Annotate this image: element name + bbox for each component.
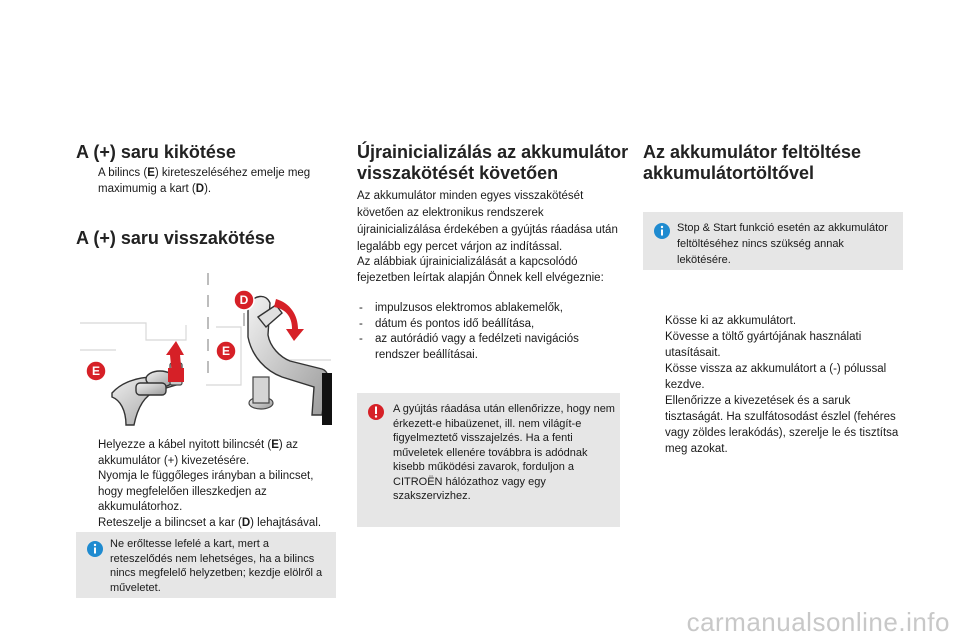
charge-instructions xyxy=(643,313,905,457)
svg-text:D: D xyxy=(239,293,249,307)
list-item: Kösse ki az akkumulátort. xyxy=(665,315,797,327)
terminal-post xyxy=(170,363,273,409)
press-arrow xyxy=(274,299,304,341)
callout-d xyxy=(234,290,254,310)
red-lever xyxy=(168,368,184,382)
info-note-text: Stop & Start funkció esetén az akkumulátor feltöltéséhez nincs szükség annak lekötésére. xyxy=(677,222,888,266)
info-icon xyxy=(653,222,671,240)
list-item: Kösse vissza az akkumulátort a (-) pólussal kezdve. xyxy=(665,363,887,391)
list-item: Kövesse a töltő gyártójának használati utasításait. xyxy=(665,331,862,359)
reconnect-instructions xyxy=(76,438,338,531)
heading-reinit-line1: Újrainicializálás az akkumulátor xyxy=(357,142,629,162)
reinit-paragraph: Az akkumulátor minden egyes visszakötését követően az elektronikus rendszerek újrainicializálása érdekében a gyújtás ráadása után legalább egy percet várjon az indítással. xyxy=(357,190,618,253)
battery-clamp-diagram xyxy=(76,265,338,433)
warning-note xyxy=(357,393,620,527)
heading-charge-line2: akkumulátortöltővel xyxy=(643,163,815,183)
list-item: Reteszelje a bilincset a kar (D) lehajtásával. xyxy=(98,516,322,529)
heading-charge-line1: Az akkumulátor feltöltése xyxy=(643,142,862,162)
info-note-stopstart xyxy=(643,212,903,270)
list-item: Nyomja le függőleges irányban a bilincset, hogy megfelelően illeszkedjen az akkumulátorhoz. xyxy=(98,470,314,513)
list-item: Ellenőrizze a kivezetések és a saruk tisztaságát. Ha szulfátosodást észlel (fehéres vagy zöldes lerakódás), szerelje le és tisztítsa meg azokat. xyxy=(665,395,899,455)
heading-reconnect: A (+) saru visszakötése xyxy=(76,228,275,248)
callout-e-right xyxy=(216,341,236,361)
warning-icon xyxy=(367,403,385,421)
info-icon xyxy=(86,540,104,558)
cable xyxy=(322,373,332,425)
left-clamp xyxy=(112,371,176,425)
reinit-list xyxy=(357,301,619,363)
heading-reinit-line2: visszakötését követően xyxy=(357,163,559,183)
heading-connect: A (+) saru kikötése xyxy=(76,142,236,162)
list-item: Helyezze a kábel nyitott bilincsét (E) az akkumulátor (+) kivezetésére. xyxy=(98,439,299,467)
info-note-clamp xyxy=(76,532,336,598)
list-item: - az autórádió vagy a fedélzeti navigációs rendszer beállításai. xyxy=(359,333,579,361)
list-item: A bilincs (E) kireteszeléséhez emelje meg maximumig a kart (D). xyxy=(98,167,311,195)
connect-instructions xyxy=(76,166,334,197)
list-item: - dátum és pontos idő beállítása, xyxy=(359,317,535,330)
watermark: carmanualsonline.info xyxy=(686,607,950,637)
reinit-paragraph-2: Az alábbiak újrainicializálását a kapcsolódó fejezetben leírtak alapján Önnek kell elvégeznie: xyxy=(357,256,604,284)
info-note-text: Ne erőltesse lefelé a kart, mert a reteszelődés nem lehetséges, ha a bilincs nincs megfelelő helyzetben; kezdje elölről a műveletet. xyxy=(110,538,323,594)
callout-e-left xyxy=(86,361,106,381)
list-item: - impulzusos elektromos ablakemelők, xyxy=(359,302,563,314)
svg-text:E: E xyxy=(91,364,101,378)
svg-text:E: E xyxy=(221,344,231,358)
warning-note-text: A gyújtás ráadása után ellenőrizze, hogy nem érkezett-e hibaüzenet, ill. nem világít-e figyelmeztető visszajelzés. Ha a fenti műveletek ellenére továbbra is adódnak kisebb működési zavarok, forduljon a CITROËN hálózathoz vagy egy szakszervizhez. xyxy=(393,403,615,502)
